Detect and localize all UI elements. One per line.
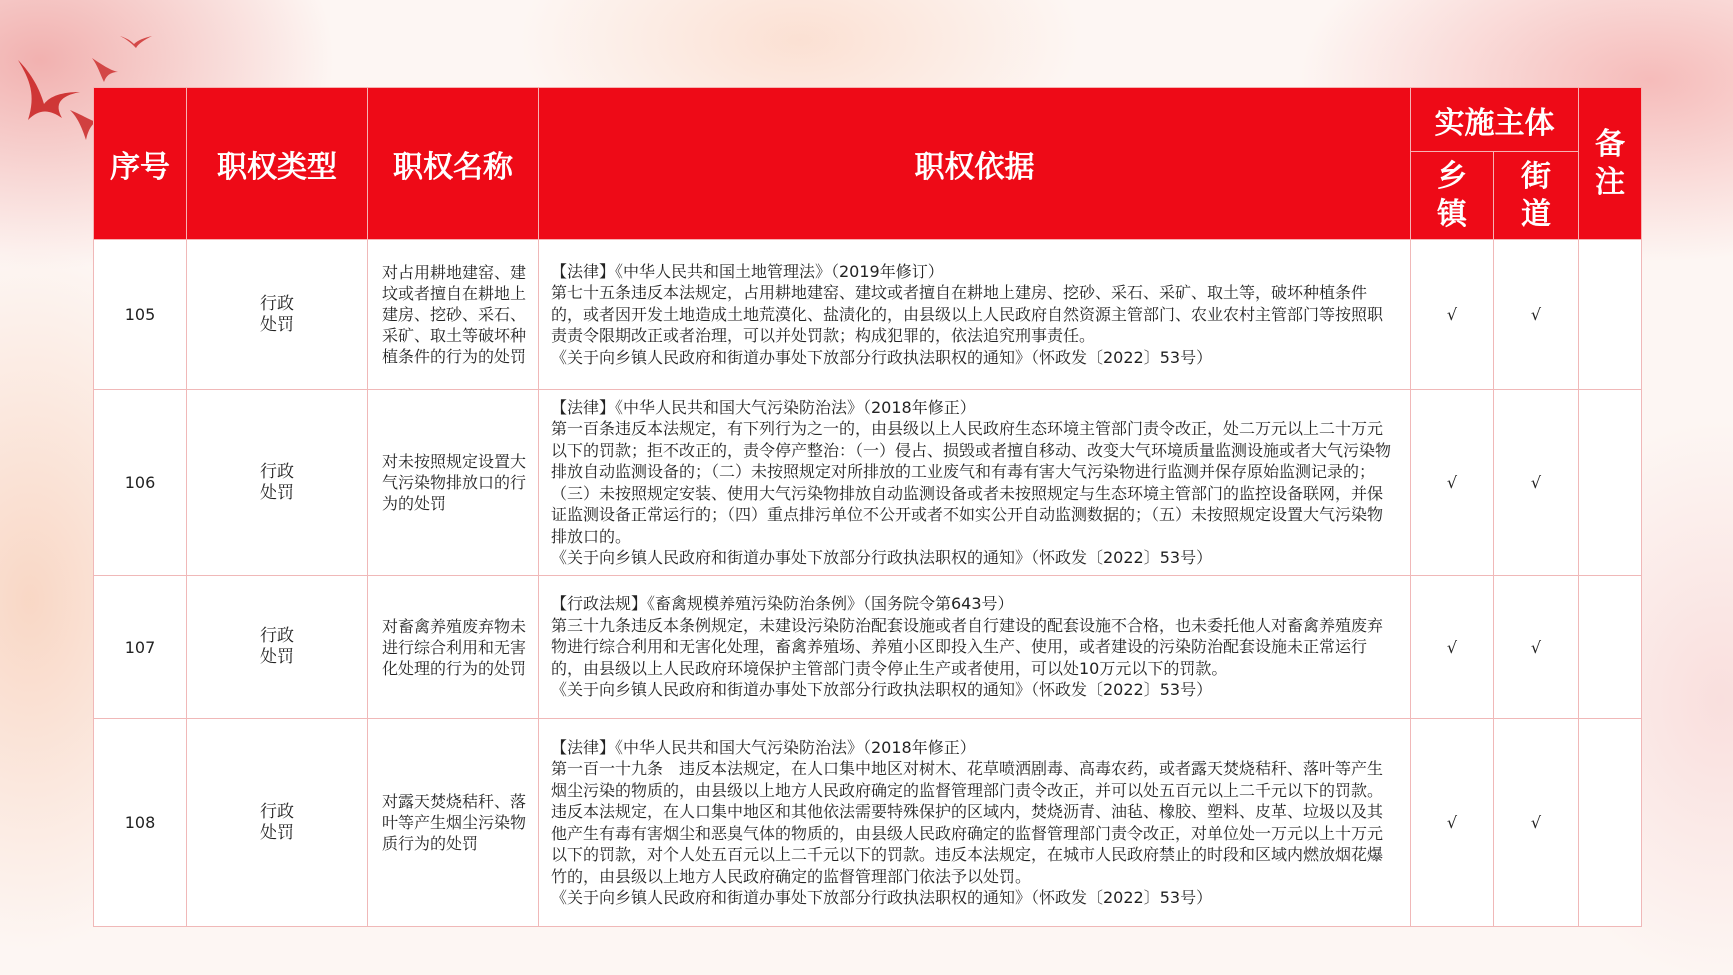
row-seq: 106 [94,390,187,576]
header-type: 职权类型 [187,88,368,240]
table-row [94,576,1642,719]
row-remark [1579,719,1642,927]
row-street-check: √ [1494,719,1579,927]
row-type [187,240,368,390]
row-name: 对露天焚烧秸秆、落叶等产生烟尘污染物质行为的处罚 [368,719,539,927]
header-street-text: 街道 [1521,158,1551,232]
row-seq: 108 [94,719,187,927]
row-basis [539,576,1411,719]
header-subject: 实施主体 [1411,88,1579,152]
row-name: 对未按照规定设置大气污染物排放口的行为的处罚 [368,390,539,576]
row-street-check: √ [1494,390,1579,576]
header-name: 职权名称 [368,88,539,240]
authority-table [93,87,1642,927]
basis-article: 第七十五条违反本法规定，占用耕地建窑、建坟或者擅自在耕地上建房、挖砂、采石、采矿、取土等，破坏种植条件的，或者因开发土地造成土地荒漠化、盐渍化的，由县级以上人民政府自然资源主管部门、农业农村主管部门等按照职责责令限期改正或者治理，可以并处罚款；构成犯罪的，依法追究刑事责任。 [551,283,1384,346]
row-type-text: 行政处罚 [259,461,294,503]
row-town-check: √ [1411,576,1494,719]
header-street [1494,152,1579,240]
table-row [94,240,1642,390]
basis-law: 【法律】《中华人民共和国大气污染防治法》（2018年修正） [551,737,976,757]
table-row [94,719,1642,927]
basis-article: 第三十九条违反本条例规定，未建设污染防治配套设施或者自行建设的配套设施不合格，也未委托他人对畜禽养殖废弃物进行综合利用和无害化处理，畜禽养殖场、养殖小区即投入生产、使用，或者建设的污染防治配套设施未正常运行的，由县级以上人民政府环境保护主管部门责令停止生产或者使用，可以处10万元以下的罚款。 [551,615,1384,678]
row-basis [539,240,1411,390]
row-street-check: √ [1494,576,1579,719]
header-town-text: 乡镇 [1437,158,1467,232]
row-town-check: √ [1411,390,1494,576]
basis-notice: 《关于向乡镇人民政府和街道办事处下放部分行政执法职权的通知》（怀政发〔2022〕53号） [551,680,1213,700]
row-type [187,576,368,719]
row-type-text: 行政处罚 [259,626,294,667]
row-type-text: 行政处罚 [259,293,294,335]
row-seq: 105 [94,240,187,390]
row-seq: 107 [94,576,187,719]
row-type [187,719,368,927]
basis-notice: 《关于向乡镇人民政府和街道办事处下放部分行政执法职权的通知》（怀政发〔2022〕53号） [551,347,1213,367]
header-town [1411,152,1494,240]
header-basis: 职权依据 [539,88,1411,240]
row-remark [1579,390,1642,576]
header-seq: 序号 [94,88,187,240]
row-street-check: √ [1494,240,1579,390]
header-remark-text: 备注 [1595,126,1625,200]
row-name: 对占用耕地建窑、建坟或者擅自在耕地上建房、挖砂、采石、采矿、取土等破坏种植条件的行为的处罚 [368,240,539,390]
basis-law: 【行政法规】《畜禽规模养殖污染防治条例》（国务院令第643号） [551,594,1014,614]
basis-notice: 《关于向乡镇人民政府和街道办事处下放部分行政执法职权的通知》（怀政发〔2022〕53号） [551,888,1213,907]
basis-law: 【法律】《中华人民共和国土地管理法》（2019年修订） [551,261,944,281]
row-remark [1579,576,1642,719]
basis-article: 第一百条违反本法规定，有下列行为之一的，由县级以上人民政府生态环境主管部门责令改正，处二万元以上二十万元以下的罚款；拒不改正的，责令停产整治：（一）侵占、损毁或者擅自移动、改变大气环境质量监测设施或者大气污染物排放自动监测设备的；（二）未按照规定对所排放的工业废气和有毒有害大气污染物进行监测并保存原始监测记录的；（三）未按照规定安装、使用大气污染物排放自动监测设备或者未按照规定与生态环境主管部门的监控设备联网，并保证监测设备正常运行的；（四）重点排污单位不公开或者不如实公开自动监测数据的；（五）未按照规定设置大气污染物排放口的。 [551,419,1392,546]
row-basis [539,390,1411,576]
basis-article: 第一百一十九条 违反本法规定，在人口集中地区对树木、花草喷洒剧毒、高毒农药，或者露天焚烧秸秆、落叶等产生烟尘污染的物质的，由县级以上地方人民政府确定的监督管理部门责令改正，并可以处五百元以上二千元以下的罚款。违反本法规定，在人口集中地区和其他依法需要特殊保护的区域内，焚烧沥青、油毡、橡胶、塑料、皮革、垃圾以及其他产生有毒有害烟尘和恶臭气体的物质的，由县级人民政府确定的监督管理部门责令改正，对单位处一万元以上十万元以下的罚款，对个人处五百元以上二千元以下的罚款。违反本法规定，在城市人民政府禁止的时段和区域内燃放烟花爆竹的，由县级以上地方人民政府确定的监督管理部门依法予以处罚。 [551,759,1384,886]
row-name: 对畜禽养殖废弃物未进行综合利用和无害化处理的行为的处罚 [368,576,539,719]
table-row [94,390,1642,576]
header-remark [1579,88,1642,240]
row-type-text: 行政处罚 [259,801,294,843]
row-town-check: √ [1411,719,1494,927]
row-town-check: √ [1411,240,1494,390]
row-remark [1579,240,1642,390]
row-type [187,390,368,576]
basis-notice: 《关于向乡镇人民政府和街道办事处下放部分行政执法职权的通知》（怀政发〔2022〕53号） [551,548,1213,567]
row-basis [539,719,1411,927]
basis-law: 【法律】《中华人民共和国大气污染防治法》（2018年修正） [551,397,976,417]
